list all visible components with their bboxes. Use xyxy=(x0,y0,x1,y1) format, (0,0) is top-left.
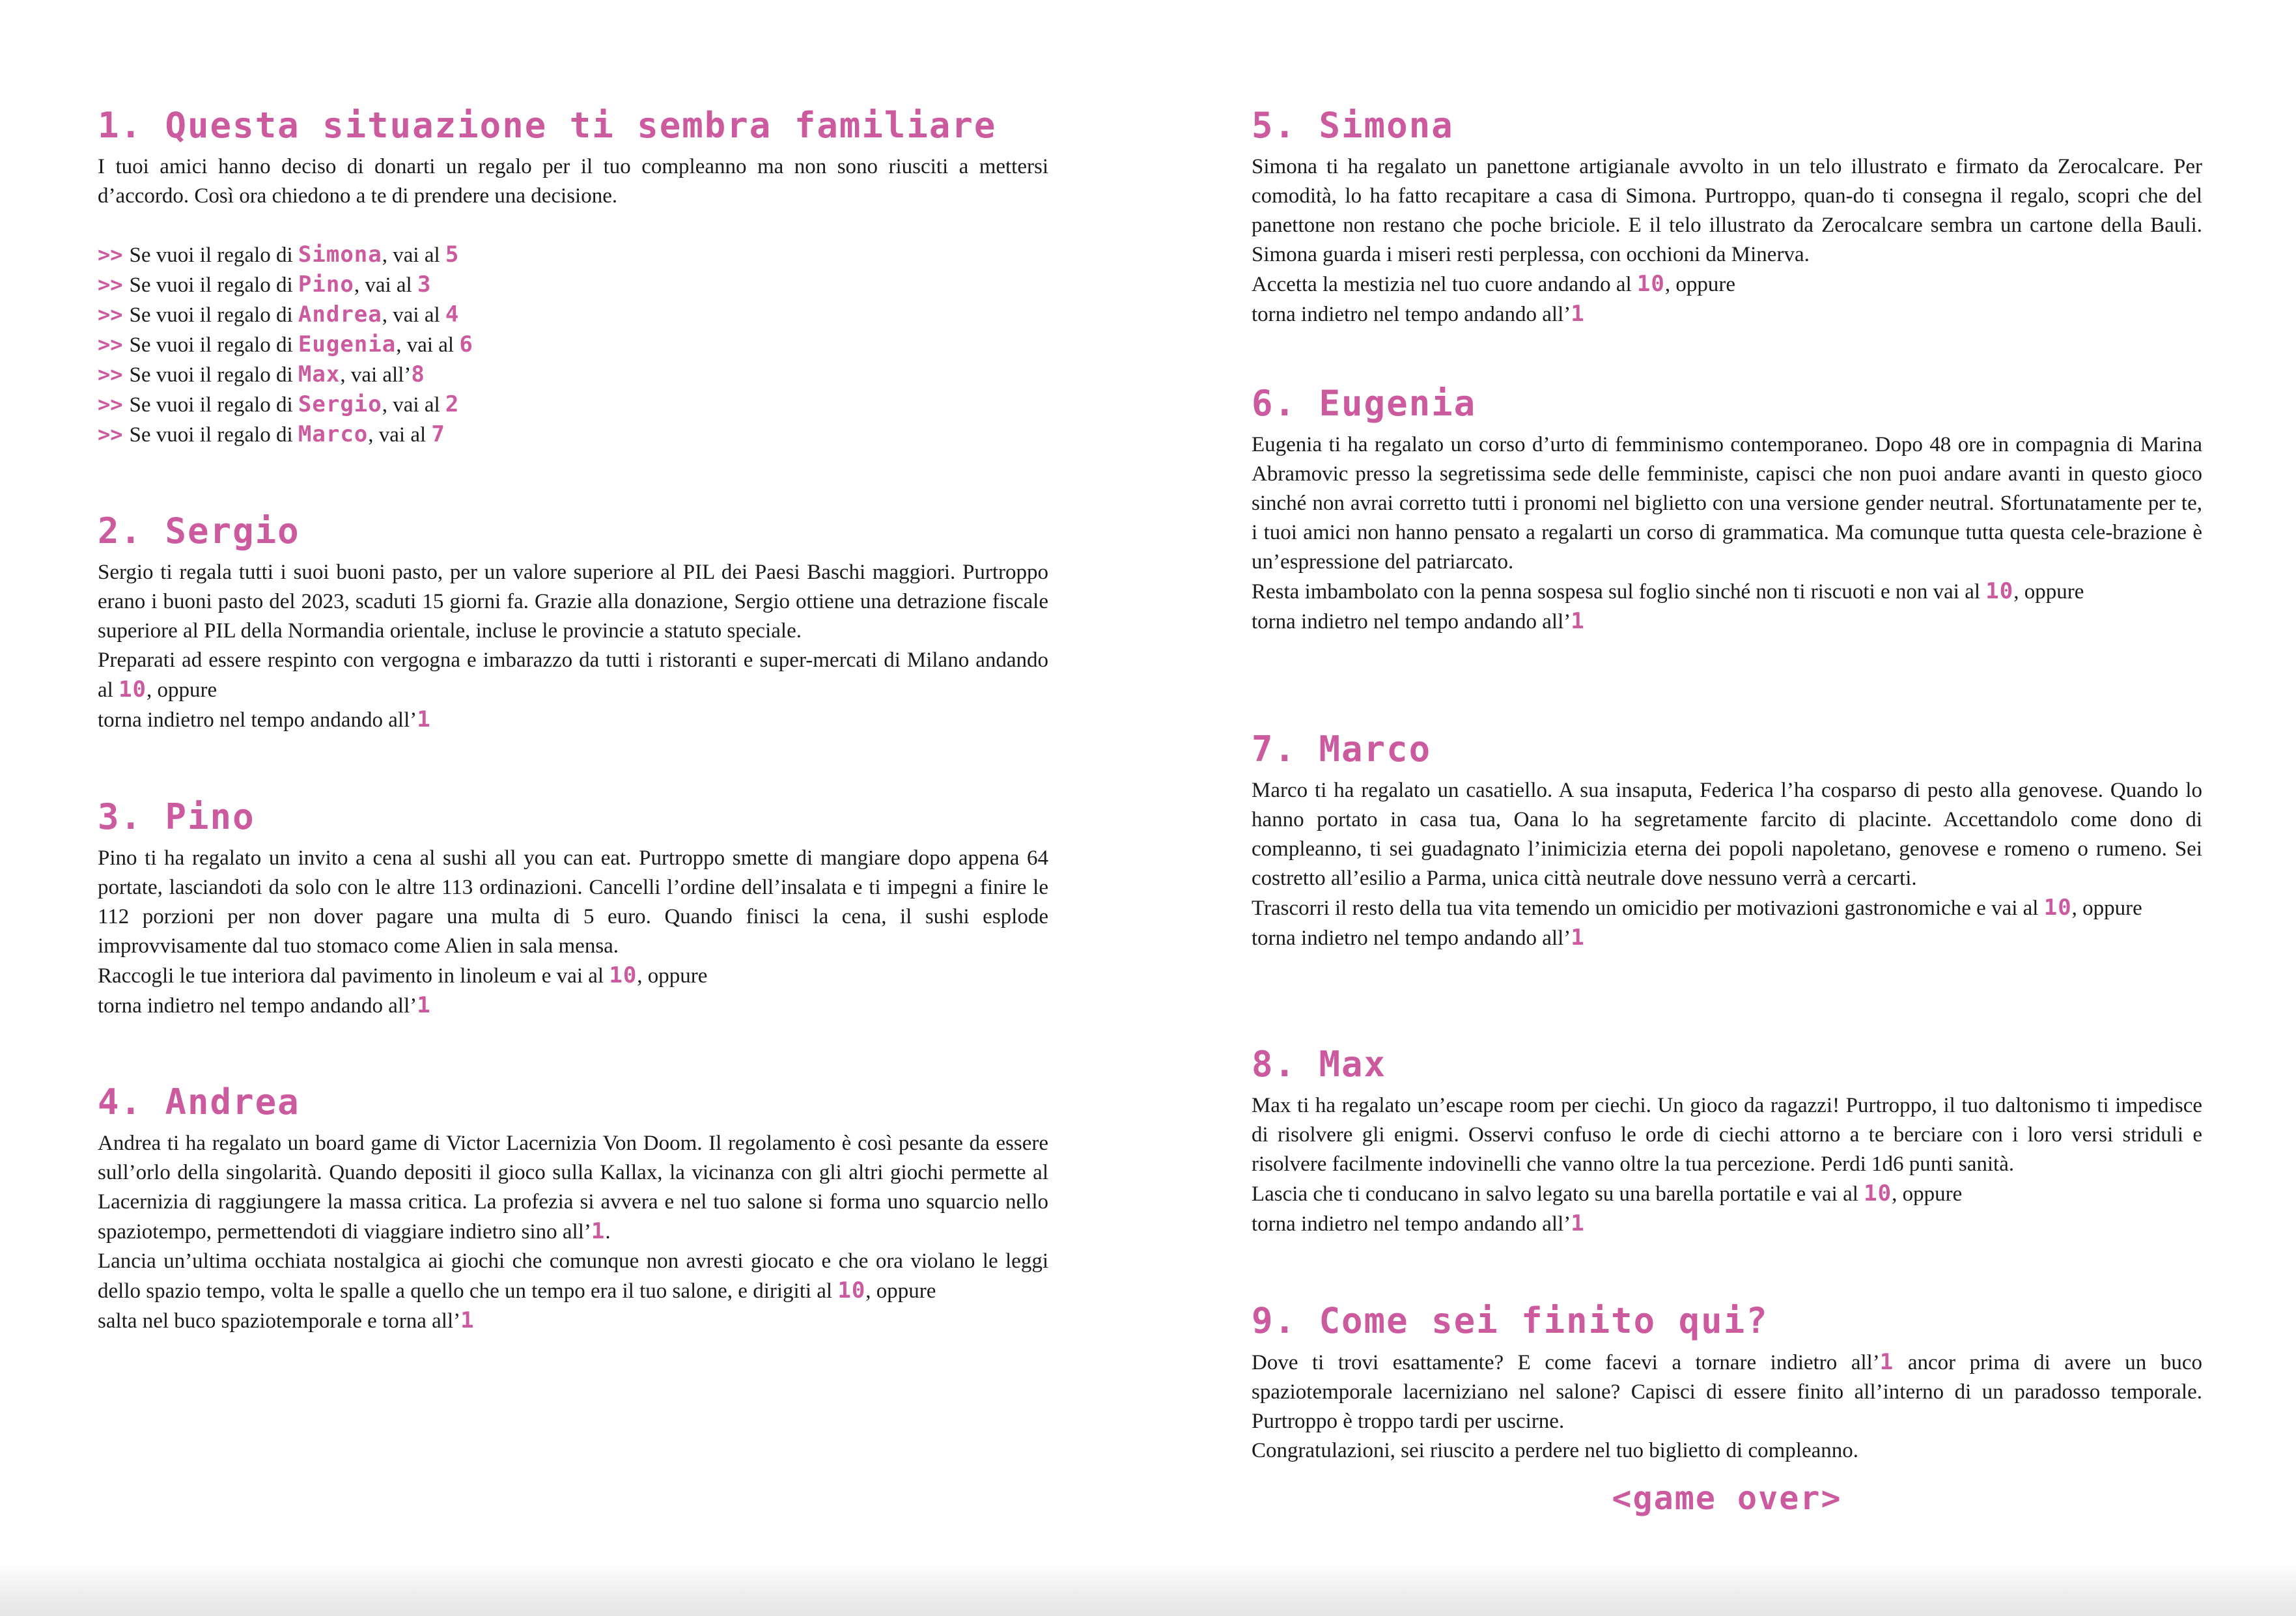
text-segment: torna indietro nel tempo andando all’ xyxy=(98,994,417,1018)
destination-number: 5 xyxy=(445,242,460,268)
destination-number: 4 xyxy=(445,301,460,327)
section-1 xyxy=(98,103,1048,450)
text-segment: Lascia che ti conducano in salvo legato su una barella portatile e vai al xyxy=(1252,1182,1864,1206)
text-segment: Andrea ti ha regalato un board game di Victor Lacernizia Von Doom. Il regolamento è così pesante da essere sull’orlo della singolarità. Quando depositi il gioco sulla Kallax, la vicinanza con gli altri giochi permette al Lacernizia di raggiungere la massa critica. La profezia si avvera e nel tuo salone si forma uno squarcio nello spaziotempo, permettendoti di viaggiare indietro sino all’ xyxy=(98,1132,1048,1244)
choice-text: , vai al xyxy=(368,423,432,447)
section-6 xyxy=(1252,381,2202,637)
text-segment: , oppure xyxy=(2013,580,2084,604)
section-2 xyxy=(98,508,1048,735)
destination-number: 6 xyxy=(459,331,473,357)
destination-number: 1 xyxy=(460,1307,475,1333)
text-segment: torna indietro nel tempo andando all’ xyxy=(1252,610,1571,634)
text-segment: torna indietro nel tempo andando all’ xyxy=(98,708,417,732)
double-arrow-icon: >> xyxy=(98,272,123,297)
paragraph xyxy=(1252,1091,2202,1179)
section-5 xyxy=(1252,103,2202,329)
paragraph xyxy=(98,152,1048,211)
choice-item xyxy=(98,300,1048,330)
section-title: 4. Andrea xyxy=(98,1081,300,1122)
text-segment: salta nel buco spaziotemporale e torna all’ xyxy=(98,1309,461,1333)
paragraph xyxy=(1252,152,2202,270)
text-segment: Lancia un’ultima occhiata nostalgica ai giochi che comunque non avresti giocato e che ora violano le leggi dello spazio tempo, volta le spalle a quello che un tempo era il tuo salone, e dirigiti al xyxy=(98,1249,1048,1303)
section-title: 9. Come sei finito qui? xyxy=(1252,1300,1769,1341)
destination-number: 1 xyxy=(1571,925,1585,951)
destination-number: 1 xyxy=(1571,1210,1585,1236)
destination-number: 10 xyxy=(1864,1180,1892,1206)
text-segment: torna indietro nel tempo andando all’ xyxy=(1252,926,1571,950)
text-segment: Simona ti ha regalato un panettone artigianale avvolto in un telo illustrato e firmato da Zerocalcare. Per comodità, lo ha fatto recapitare a casa di Simona. Purtroppo, quan-do ti consegna il regalo, scopri che del panettone non restano che poche briciole. E il telo illustrato da Zerocalcare sembra un cartone della Bauli. Simona guarda i miseri resti perplessa, con occhioni da Minerva. xyxy=(1252,155,2202,266)
choice-text: Se vuoi il regalo di xyxy=(129,303,298,327)
section-title: 2. Sergio xyxy=(98,510,300,551)
text-segment: Eugenia ti ha regalato un corso d’urto di femminismo contemporaneo. Dopo 48 ore in compagnia di Marina Abramovic presso la segretissima sede delle femministe, capisci che non puoi andare avanti in questo gioco sinché non avrai corretto tutti i pronomi nel biglietto con una versione gender neutral. Sfortunatamente per te, i tuoi amici non hanno pensato a regalarti un corso di grammatica. Ma comunque tutta questa cele-brazione è un’espressione del patriarcato. xyxy=(1252,433,2202,574)
paragraph xyxy=(98,991,1048,1021)
choice-text: , vai al xyxy=(396,333,460,357)
paragraph xyxy=(1252,607,2202,637)
destination-number: 10 xyxy=(2043,895,2072,921)
friend-name: Marco xyxy=(298,421,369,447)
paragraph xyxy=(98,705,1048,735)
destination-number: 3 xyxy=(417,272,432,298)
choice-text: Se vuoi il regalo di xyxy=(129,423,298,447)
choice-item xyxy=(98,270,1048,300)
choice-text: , vai al xyxy=(382,393,445,417)
text-segment: , oppure xyxy=(1664,273,1735,296)
text-segment: , oppure xyxy=(147,678,217,702)
section-4 xyxy=(98,1080,1048,1336)
text-segment: Sergio ti regala tutti i suoi buoni pasto, per un valore superiore al PIL dei Paesi Baschi maggiori. Purtroppo erano i buoni pasto del 2023, scaduti 15 giorni fa. Grazie alla donazione, Sergio ottiene una detrazione fiscale superiore al PIL della Normandia orientale, incluse le provincie a statuto speciale. xyxy=(98,561,1048,643)
destination-number: 10 xyxy=(1636,271,1665,297)
choice-text: Se vuoi il regalo di xyxy=(129,333,298,357)
text-segment: , oppure xyxy=(1892,1182,1963,1206)
destination-number: 1 xyxy=(1571,608,1585,634)
text-segment: torna indietro nel tempo andando all’ xyxy=(1252,1212,1571,1236)
section-title: 3. Pino xyxy=(98,796,255,837)
friend-name: Sergio xyxy=(298,391,382,417)
text-segment: , oppure xyxy=(637,964,708,988)
text-segment: , oppure xyxy=(2071,897,2142,920)
section-title: 1. Questa situazione ti sembra familiare xyxy=(98,105,997,146)
choice-item xyxy=(98,360,1048,390)
paragraph xyxy=(1252,430,2202,577)
double-arrow-icon: >> xyxy=(98,302,123,327)
choice-text: Se vuoi il regalo di xyxy=(129,273,298,297)
paragraph xyxy=(98,646,1048,705)
destination-number: 1 xyxy=(1571,301,1585,327)
paragraph xyxy=(1252,893,2202,923)
choice-text: Se vuoi il regalo di xyxy=(129,363,298,387)
choice-item xyxy=(98,330,1048,360)
text-segment: , oppure xyxy=(865,1279,936,1303)
paragraph xyxy=(98,1247,1048,1306)
text-segment: Congratulazioni, sei riuscito a perdere nel tuo biglietto di compleanno. xyxy=(1252,1439,1858,1462)
section-9 xyxy=(1252,1298,2202,1466)
choice-text: Se vuoi il regalo di xyxy=(129,244,298,267)
choice-text: , vai al xyxy=(382,244,445,267)
double-arrow-icon: >> xyxy=(98,362,123,387)
destination-number: 7 xyxy=(431,421,445,447)
destination-number: 10 xyxy=(119,676,147,703)
paragraph xyxy=(1252,1179,2202,1209)
section-title: 7. Marco xyxy=(1252,729,1432,770)
paragraph xyxy=(98,1306,1048,1336)
destination-number: 1 xyxy=(417,992,431,1018)
destination-number: 1 xyxy=(591,1218,606,1244)
paragraph xyxy=(98,844,1048,961)
choice-item xyxy=(98,390,1048,420)
friend-name: Andrea xyxy=(298,301,382,327)
destination-number: 2 xyxy=(445,391,460,417)
destination-number: 1 xyxy=(1879,1349,1894,1375)
text-segment: ancor prima di avere un buco spaziotemporale lacerniziano nel salone? Capisci di essere finito all’interno di un paradosso temporale. Purtroppo è troppo tardi per uscirne. xyxy=(1252,1351,2202,1433)
paragraph xyxy=(98,558,1048,646)
destination-number: 10 xyxy=(837,1277,866,1303)
section-title: 8. Max xyxy=(1252,1044,1387,1085)
text-segment: Raccogli le tue interiora dal pavimento in linoleum e vai al xyxy=(98,964,609,988)
section-title: 6. Eugenia xyxy=(1252,383,1477,424)
choice-text: , vai al xyxy=(382,303,445,327)
destination-number: 10 xyxy=(609,962,637,988)
double-arrow-icon: >> xyxy=(98,422,123,447)
destination-number: 1 xyxy=(417,706,431,732)
text-segment: Pino ti ha regalato un invito a cena al sushi all you can eat. Purtroppo smette di mangiare dopo appena 64 portate, lasciandoti da solo con le altre 113 ordinazioni. Cancelli l’ordine dell’insalata e ti impegni a finire le 112 porzioni per non dover pagare una multa di 5 euro. Quando finisci la cena, il sushi esplode improvvisamente dal tuo stomaco come Alien in sala mensa. xyxy=(98,846,1048,958)
text-segment: . xyxy=(605,1220,611,1244)
section-3 xyxy=(98,794,1048,1021)
paragraph xyxy=(98,1129,1048,1247)
paragraph xyxy=(1252,1209,2202,1239)
text-segment: Max ti ha regalato un’escape room per ciechi. Un gioco da ragazzi! Purtroppo, il tuo daltonismo ti impedisce di risolvere gli enigmi. Osservi confuso le orde di ciechi attorno a te berciare con i loro versi striduli e risolvere facilmente indovinelli che vanno oltre la tua percezione. Perdi 1d6 punti sanità. xyxy=(1252,1094,2202,1176)
choice-item xyxy=(98,420,1048,450)
section-8 xyxy=(1252,1042,2202,1239)
friend-name: Max xyxy=(298,361,341,387)
paragraph xyxy=(98,961,1048,991)
section-7 xyxy=(1252,727,2202,953)
double-arrow-icon: >> xyxy=(98,392,123,417)
destination-number: 8 xyxy=(411,361,425,387)
paragraph xyxy=(1252,776,2202,893)
friend-name: Simona xyxy=(298,242,382,268)
text-segment: Dove ti trovi esattamente? E come facevi a tornare indietro all’ xyxy=(1252,1351,1880,1374)
paragraph xyxy=(1252,270,2202,300)
text-segment: torna indietro nel tempo andando all’ xyxy=(1252,303,1571,326)
choice-text: Se vuoi il regalo di xyxy=(129,393,298,417)
friend-name: Pino xyxy=(298,272,354,298)
choice-item xyxy=(98,240,1048,270)
double-arrow-icon: >> xyxy=(98,242,123,267)
text-segment: Trascorri il resto della tua vita temendo un omicidio per motivazioni gastronomiche e vai al xyxy=(1252,897,2044,920)
text-segment: I tuoi amici hanno deciso di donarti un regalo per il tuo compleanno ma non sono riusciti a mettersi d’accordo. Così ora chiedono a te di prendere una decisione. xyxy=(98,155,1048,208)
destination-number: 10 xyxy=(1985,578,2014,604)
text-segment: Resta imbambolato con la penna sospesa sul foglio sinché non ti riscuoti e non vai al xyxy=(1252,580,1986,604)
paragraph xyxy=(1252,1436,2202,1466)
game-over-label: <game over> xyxy=(1612,1479,1842,1517)
choice-list xyxy=(98,240,1048,450)
paragraph xyxy=(1252,577,2202,607)
paragraph xyxy=(1252,923,2202,953)
friend-name: Eugenia xyxy=(298,331,397,357)
double-arrow-icon: >> xyxy=(98,332,123,357)
text-segment: Marco ti ha regalato un casatiello. A sua insaputa, Federica l’ha cosparso di pesto alla genovese. Quando lo hanno portato in casa tua, Oana lo ha segretamente farcito di placinte. Accettandolo come dono di compleanno, ti sei guadagnato l’inimicizia eterna dei popoli napoletano, genovese e romeno o rumeno. Sei costretto all’esilio a Parma, unica città neutrale dove nessuno verrà a cercarti. xyxy=(1252,779,2202,890)
paragraph xyxy=(1252,300,2202,329)
text-segment: Preparati ad essere respinto con vergogna e imbarazzo da tutti i ristoranti e super-mercati di Milano andando al xyxy=(98,648,1048,702)
paragraph xyxy=(1252,1348,2202,1436)
choice-text: , vai all’ xyxy=(340,363,412,387)
section-title: 5. Simona xyxy=(1252,105,1454,146)
text-segment: Accetta la mestizia nel tuo cuore andando al xyxy=(1252,273,1637,296)
choice-text: , vai al xyxy=(354,273,417,297)
